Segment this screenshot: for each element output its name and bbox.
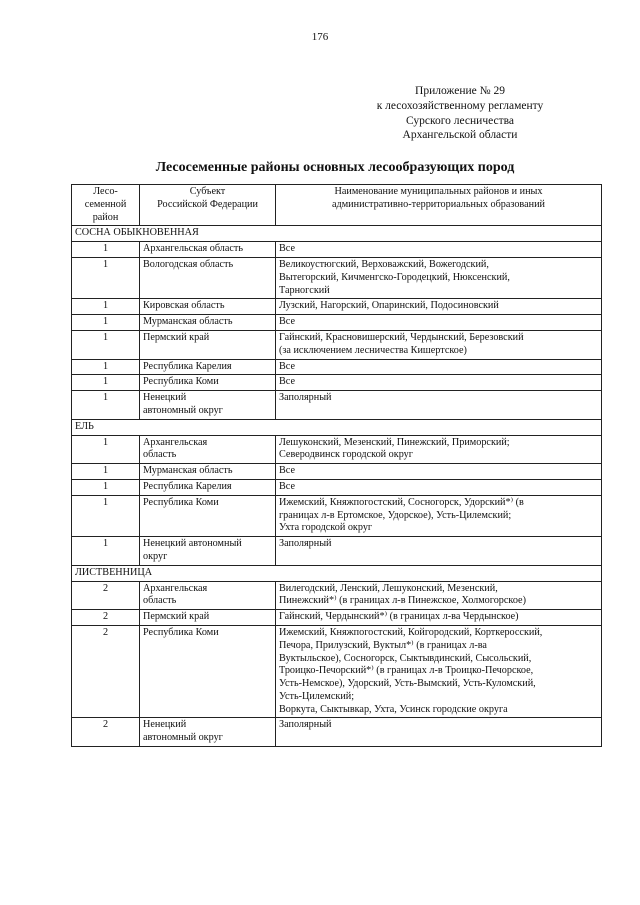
header-districts: Наименование муниципальных районов и иных административно-территориальных образований — [276, 185, 602, 226]
table-row — [72, 435, 602, 464]
section-row — [72, 419, 602, 435]
districts-cell: Лузский, Нагорский, Опаринский, Подосиновский — [276, 299, 602, 315]
table-row — [72, 242, 602, 258]
section-title: СОСНА ОБЫКНОВЕННАЯ — [72, 226, 602, 242]
districts-cell: Гайнский, Чердынский*⁾ (в границах л-ва Чердынское) — [276, 610, 602, 626]
table-row — [72, 315, 602, 331]
seed-zone-cell: 1 — [72, 391, 140, 420]
seed-zone-cell: 1 — [72, 464, 140, 480]
districts-cell: Все — [276, 479, 602, 495]
seed-zone-cell: 2 — [72, 581, 140, 610]
districts-cell: Великоустюгский, Верховажский, Вожегодский, Вытегорский, Кичменгско-Городецкий, Нюксенский, Тарногский — [276, 257, 602, 298]
section-title: ЛИСТВЕННИЦА — [72, 565, 602, 581]
districts-cell: Заполярный — [276, 537, 602, 566]
districts-cell: Все — [276, 359, 602, 375]
appendix-line-1: Приложение № 29 — [415, 85, 505, 97]
table-header-row — [72, 185, 602, 226]
table-row — [72, 299, 602, 315]
federal-subject-cell: Мурманская область — [140, 464, 276, 480]
seed-zone-cell: 2 — [72, 610, 140, 626]
table-row — [72, 625, 602, 718]
appendix-line-2: к лесохозяйственному регламенту — [376, 99, 544, 112]
table-row — [72, 495, 602, 536]
seed-zone-cell: 1 — [72, 330, 140, 359]
federal-subject-cell: Архангельская область — [140, 435, 276, 464]
seed-zone-cell: 2 — [72, 625, 140, 718]
districts-cell: Все — [276, 464, 602, 480]
federal-subject-cell: Архангельская область — [140, 242, 276, 258]
table-row — [72, 479, 602, 495]
appendix-line-3: Сурского лесничества — [405, 114, 515, 127]
section-row — [72, 226, 602, 242]
districts-cell: Все — [276, 242, 602, 258]
federal-subject-cell: Ненецкий автономный округ — [140, 537, 276, 566]
federal-subject-cell: Пермский край — [140, 330, 276, 359]
seed-zone-cell: 1 — [72, 479, 140, 495]
federal-subject-cell: Республика Коми — [140, 375, 276, 391]
districts-cell: Ижемский, Княжпогостский, Койгородский, Корткеросский, Печора, Прилузский, Вуктыл*⁾ (в границах л-ва Вуктыльское), Сосногорск, Сыктывдинский, Сысольский, Троицко-Печорский*⁾ (в границах л-в Троицко-Печорское, Усть-Немское), Удорский, Усть-Вымский, Усть-Куломский, Усть-Цилемский; Воркута, Сыктывкар, Ухта, Усинск городские округа — [276, 625, 602, 718]
seed-zone-cell: 1 — [72, 495, 140, 536]
table-row — [72, 391, 602, 420]
seed-zone-cell: 2 — [72, 718, 140, 747]
table-row — [72, 537, 602, 566]
federal-subject-cell: Кировская область — [140, 299, 276, 315]
seed-zone-cell: 1 — [72, 257, 140, 298]
seed-zone-cell: 1 — [72, 359, 140, 375]
table-row — [72, 359, 602, 375]
federal-subject-cell: Вологодская область — [140, 257, 276, 298]
document-title: Лесосеменные районы основных лесообразующих пород — [155, 160, 515, 175]
federal-subject-cell: Ненецкий автономный округ — [140, 718, 276, 747]
section-row — [72, 565, 602, 581]
districts-cell: Заполярный — [276, 391, 602, 420]
appendix-line-4: Архангельской области — [402, 129, 518, 142]
federal-subject-cell: Республика Карелия — [140, 359, 276, 375]
federal-subject-cell: Республика Коми — [140, 625, 276, 718]
seed-zones-table — [71, 184, 602, 747]
table-row — [72, 718, 602, 747]
header-federal-subject: Субъект Российской Федерации — [140, 185, 276, 226]
federal-subject-cell: Мурманская область — [140, 315, 276, 331]
districts-cell: Все — [276, 315, 602, 331]
table-row — [72, 375, 602, 391]
seed-zone-cell: 1 — [72, 299, 140, 315]
page-number: 176 — [311, 31, 329, 43]
seed-zone-cell: 1 — [72, 242, 140, 258]
seed-zone-cell: 1 — [72, 537, 140, 566]
districts-cell: Гайнский, Красновишерский, Чердынский, Березовский (за исключением лесничества Кишертское) — [276, 330, 602, 359]
districts-cell: Все — [276, 375, 602, 391]
section-title: ЕЛЬ — [72, 419, 602, 435]
table-body — [72, 226, 602, 747]
table-row — [72, 581, 602, 610]
federal-subject-cell: Пермский край — [140, 610, 276, 626]
federal-subject-cell: Архангельская область — [140, 581, 276, 610]
table-row — [72, 257, 602, 298]
table-row — [72, 330, 602, 359]
federal-subject-cell: Республика Карелия — [140, 479, 276, 495]
districts-cell: Вилегодский, Ленский, Лешуконский, Мезенский, Пинежский*⁾ (в границах л-в Пинежское, Холмогорское) — [276, 581, 602, 610]
federal-subject-cell: Республика Коми — [140, 495, 276, 536]
table-row — [72, 464, 602, 480]
seed-zone-cell: 1 — [72, 435, 140, 464]
districts-cell: Лешуконский, Мезенский, Пинежский, Приморский; Северодвинск городской округ — [276, 435, 602, 464]
districts-cell: Ижемский, Княжпогостский, Сосногорск, Удорский*⁾ (в границах л-в Ертомское, Удорское), Усть-Цилемский; Ухта городской округ — [276, 495, 602, 536]
seed-zone-cell: 1 — [72, 375, 140, 391]
header-seed-zone: Лесо- семенной район — [72, 185, 140, 226]
appendix-header — [360, 84, 560, 143]
table-row — [72, 610, 602, 626]
federal-subject-cell: Ненецкий автономный округ — [140, 391, 276, 420]
districts-cell: Заполярный — [276, 718, 602, 747]
seed-zone-cell: 1 — [72, 315, 140, 331]
